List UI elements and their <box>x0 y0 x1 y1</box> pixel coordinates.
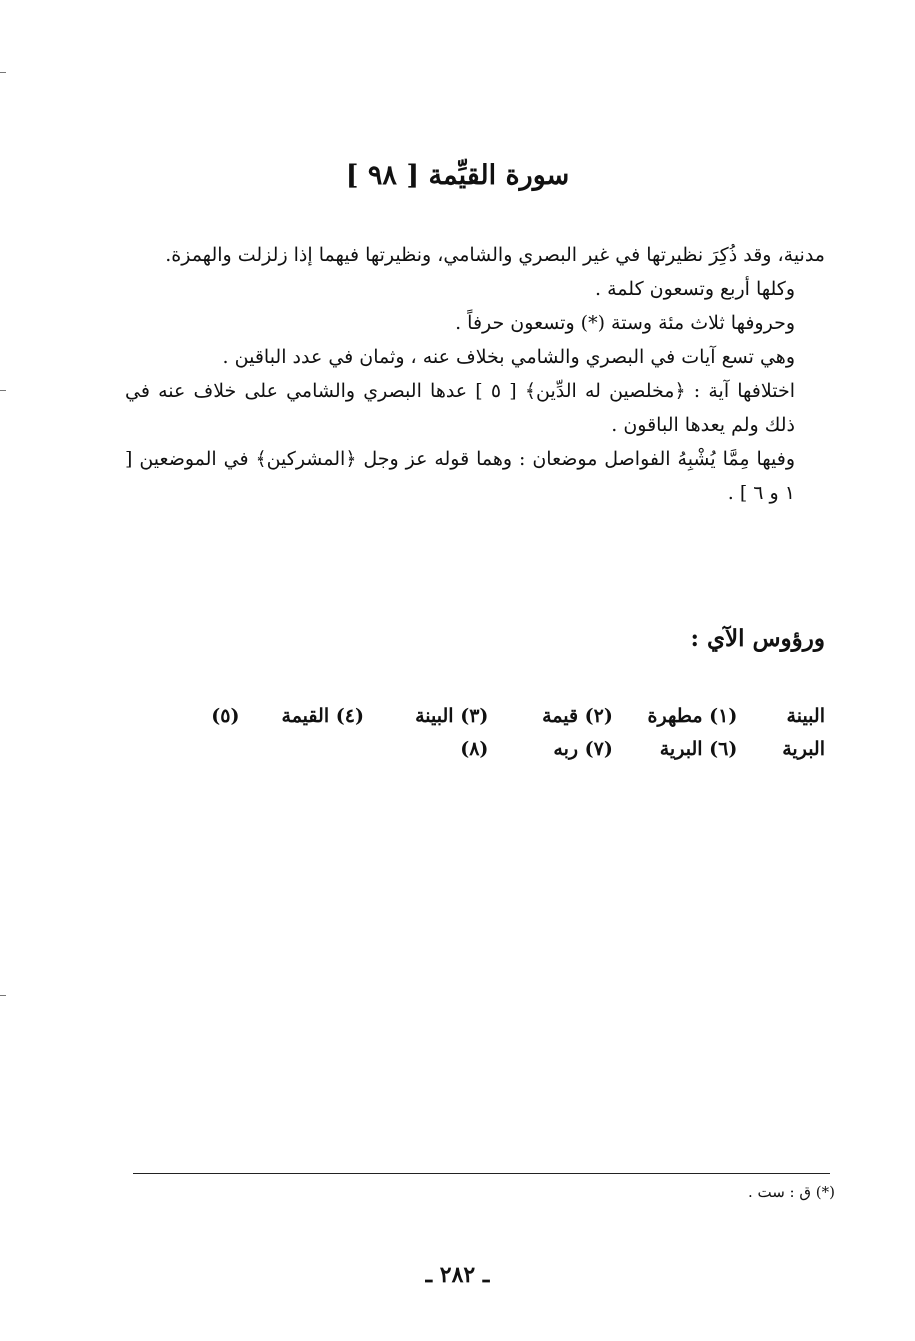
body-text <box>125 238 825 510</box>
verse-head-cell <box>239 733 363 766</box>
paragraph-letter-count: وحروفها ثلاث مئة وستة (*) وتسعون حرفاً . <box>455 312 795 334</box>
margin-tick <box>0 390 6 391</box>
verse-head-cell: البينة <box>786 705 825 727</box>
verse-head-cell: (٨) <box>460 738 489 760</box>
verse-head-cell: (٢) قيمة <box>542 705 613 727</box>
verse-heads-table <box>115 700 825 766</box>
paragraph-differences: اختلافها آية : ﴿مخلصين له الدِّين﴾ [ ٥ ] عدها البصري والشامي على خلاف عنه في ذلك ولم يعدها الباقون . <box>125 380 795 436</box>
margin-tick <box>0 72 6 73</box>
page-number: ـ ٢٨٢ ـ <box>425 1262 490 1288</box>
verse-head-cell: (٣) البينة <box>415 705 489 727</box>
surah-title: سورة القيِّمة [ ٩٨ ] <box>345 160 570 191</box>
paragraph-word-count: وكلها أربع وتسعون كلمة . <box>595 278 795 300</box>
verse-heads-title: ورؤوس الآي : <box>690 625 825 652</box>
table-row <box>115 733 825 766</box>
verse-head-cell: (٤) القيمة <box>281 705 364 727</box>
verse-head-cell: (١) مطهرة <box>647 705 738 727</box>
verse-head-cell: (٥) <box>211 705 240 727</box>
paragraph-verse-count: وهي تسع آيات في البصري والشامي بخلاف عنه ، وثمان في عدد الباقين . <box>222 346 795 368</box>
margin-tick <box>0 995 6 996</box>
verse-head-cell <box>115 733 239 766</box>
verse-head-cell: (٦) البرية <box>659 738 738 760</box>
table-row <box>115 700 825 733</box>
paragraph-similar-endings: وفيها مِمَّا يُشْبِهُ الفواصل موضعان : وهما قوله عز وجل ﴿المشركين﴾ في الموضعين [ ١ و ٦ ] . <box>125 448 795 504</box>
paragraph-revelation: مدنية، وقد ذُكِرَ نظيرتها في غير البصري والشامي، ونظيرتها فيهما إذا زلزلت والهمزة. <box>165 244 825 266</box>
footnote-divider <box>133 1173 830 1174</box>
verse-head-cell: (٧) ربه <box>553 738 613 760</box>
footnote: (*) ق : ست . <box>747 1183 835 1201</box>
verse-head-cell: البرية <box>782 738 825 760</box>
